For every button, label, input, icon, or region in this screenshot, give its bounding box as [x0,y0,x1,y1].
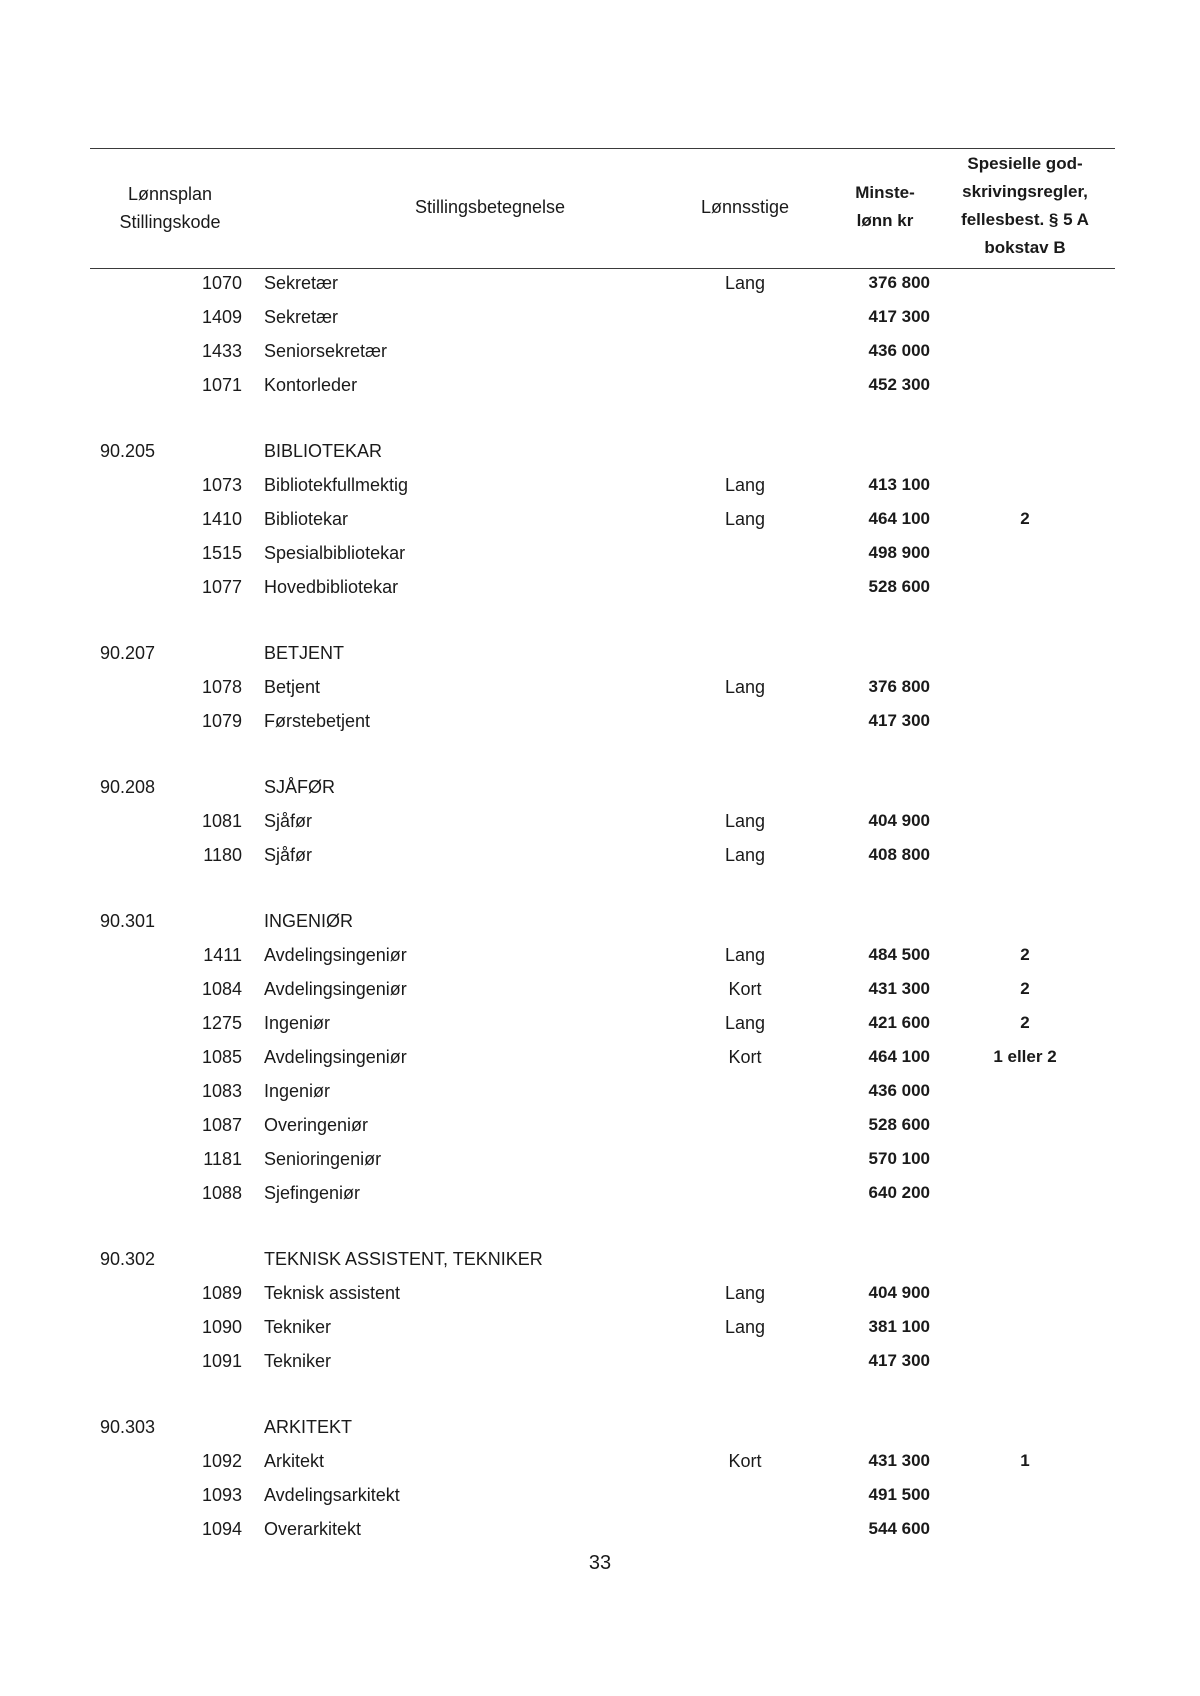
minstelonn-cell: 404 900 [868,811,930,830]
group-header [0,436,1200,470]
stillingskode-cell: 1275 [201,1013,242,1033]
stillingsbetegnelse-cell: Tekniker [264,1351,332,1371]
minstelonn-cell: 408 800 [868,845,930,864]
header-top-rule [90,148,1115,149]
table-row [0,336,1200,370]
minstelonn-cell: 431 300 [868,1451,930,1470]
header-spes-line3: fellesbest. § 5 A [961,210,1089,229]
lonnsstige-cell: Kort [728,1047,762,1067]
stillingsbetegnelse-cell: Ingeniør [264,1013,331,1033]
spesielle-regler-cell: 2 [1020,509,1030,528]
stillingsbetegnelse-cell: Overarkitekt [264,1519,362,1539]
header-minstelonn [830,179,940,235]
table-row [0,672,1200,706]
header-spesielle-regler [940,150,1110,262]
stillingsbetegnelse-cell: Avdelingsarkitekt [264,1485,400,1505]
minstelonn-cell: 436 000 [868,341,930,360]
minstelonn-cell: 498 900 [868,543,930,562]
stillingsbetegnelse-cell: Sekretær [264,307,339,327]
stillingskode-cell: 1084 [201,979,242,999]
stillingsbetegnelse-cell: Sjåfør [264,811,313,831]
minstelonn-cell: 381 100 [868,1317,930,1336]
minstelonn-cell: 436 000 [868,1081,930,1100]
stillingskode-cell: 1093 [201,1485,242,1505]
stillingskode-cell: 1070 [201,273,242,293]
minstelonn-cell: 528 600 [868,577,930,596]
group-title: BIBLIOTEKAR [264,441,383,461]
table-row [0,370,1200,404]
group-title: BETJENT [264,643,345,663]
minstelonn-cell: 404 900 [868,1283,930,1302]
header-spes-line1: Spesielle god- [967,154,1083,173]
minstelonn-cell: 570 100 [868,1149,930,1168]
group-title: INGENIØR [264,911,354,931]
stillingskode-cell: 1081 [201,811,242,831]
minstelonn-cell: 413 100 [868,475,930,494]
minstelonn-cell: 417 300 [868,711,930,730]
page-number: 33 [588,1552,612,1574]
stillingskode-cell: 1094 [201,1519,242,1539]
table-row [0,1178,1200,1212]
stillingsbetegnelse-cell: Betjent [264,677,321,697]
spesielle-regler-cell: 2 [1020,979,1030,998]
table-row [0,572,1200,606]
table-row [0,470,1200,504]
stillingsbetegnelse-cell: Arkitekt [264,1451,325,1471]
table-row [0,1346,1200,1380]
stillingskode-cell: 1180 [203,845,242,865]
header-lonnsstige: Lønnsstige [700,197,790,217]
lonnsstige-cell: Kort [728,979,762,999]
lonnsstige-cell: Lang [724,1013,766,1033]
stillingskode-cell: 1089 [201,1283,242,1303]
group-header [0,772,1200,806]
stillingsbetegnelse-cell: Sjefingeniør [264,1183,361,1203]
stillingskode-cell: 1073 [201,475,242,495]
lonnsstige-cell: Lang [724,509,766,529]
spesielle-regler-cell: 1 [1020,1451,1030,1470]
lonnsstige-cell: Lang [724,475,766,495]
header-spes-line2: skrivingsregler, [962,182,1088,201]
minstelonn-cell: 417 300 [868,307,930,326]
table-row [0,1008,1200,1042]
lonnsstige-cell: Lang [724,1283,766,1303]
stillingskode-cell: 1092 [201,1451,242,1471]
minstelonn-cell: 421 600 [868,1013,930,1032]
stillingskode-cell: 1087 [201,1115,242,1135]
table-row [0,538,1200,572]
stillingskode-cell: 1181 [203,1149,242,1169]
group-lonnsplan-number: 90.302 [100,1249,156,1269]
stillingskode-cell: 1515 [201,543,242,563]
minstelonn-cell: 376 800 [868,677,930,696]
minstelonn-cell: 544 600 [868,1519,930,1538]
header-stillingsbetegnelse: Stillingsbetegnelse [414,197,566,217]
stillingsbetegnelse-cell: Avdelingsingeniør [264,945,407,965]
lonnsstige-cell: Lang [724,273,766,293]
minstelonn-cell: 640 200 [868,1183,930,1202]
table-row [0,706,1200,740]
lonnsstige-cell: Lang [724,811,766,831]
minstelonn-cell: 417 300 [868,1351,930,1370]
group-title: SJÅFØR [264,777,336,797]
group-lonnsplan-number: 90.205 [100,441,156,461]
minstelonn-cell: 484 500 [868,945,930,964]
table-row [0,806,1200,840]
stillingsbetegnelse-cell: Senioringeniør [264,1149,382,1169]
table-row [0,504,1200,538]
group-title: ARKITEKT [264,1417,353,1437]
table-row [0,1110,1200,1144]
header-minste-line1: Minste- [855,183,915,202]
stillingsbetegnelse-cell: Sekretær [264,273,339,293]
header-minste-line2: lønn kr [856,211,914,230]
minstelonn-cell: 464 100 [868,509,930,528]
minstelonn-cell: 491 500 [868,1485,930,1504]
minstelonn-cell: 431 300 [868,979,930,998]
header-lonnsplan [100,180,240,236]
lonnsstige-cell: Lang [724,845,766,865]
minstelonn-cell: 464 100 [868,1047,930,1066]
stillingskode-cell: 1410 [201,509,242,529]
stillingsbetegnelse-cell: Seniorsekretær [264,341,388,361]
stillingsbetegnelse-cell: Avdelingsingeniør [264,1047,407,1067]
minstelonn-cell: 376 800 [868,273,930,292]
lonnsstige-cell: Lang [724,1317,766,1337]
stillingsbetegnelse-cell: Førstebetjent [264,711,371,731]
table-row [0,974,1200,1008]
stillingsbetegnelse-cell: Overingeniør [264,1115,369,1135]
header-kode-label: Stillingskode [119,212,221,232]
stillingskode-cell: 1077 [201,577,242,597]
stillingskode-cell: 1411 [203,945,242,965]
table-row [0,840,1200,874]
group-header [0,906,1200,940]
stillingskode-cell: 1079 [201,711,242,731]
table-row [0,1076,1200,1110]
stillingskode-cell: 1091 [201,1351,242,1371]
header-plan-label: Lønnsplan [127,184,213,204]
stillingsbetegnelse-cell: Hovedbibliotekar [264,577,399,597]
group-lonnsplan-number: 90.303 [100,1417,156,1437]
stillingsbetegnelse-cell: Kontorleder [264,375,358,395]
table-row [0,1446,1200,1480]
stillingskode-cell: 1071 [201,375,242,395]
table-row [0,1514,1200,1548]
stillingsbetegnelse-cell: Bibliotekfullmektig [264,475,409,495]
spesielle-regler-cell: 2 [1020,945,1030,964]
group-header [0,1412,1200,1446]
stillingsbetegnelse-cell: Sjåfør [264,845,313,865]
stillingskode-cell: 1433 [201,341,242,361]
lonnsstige-cell: Lang [724,677,766,697]
stillingsbetegnelse-cell: Bibliotekar [264,509,349,529]
group-lonnsplan-number: 90.207 [100,643,156,663]
spesielle-regler-cell: 2 [1020,1013,1030,1032]
table-row [0,268,1200,302]
group-lonnsplan-number: 90.301 [100,911,156,931]
group-header [0,1244,1200,1278]
stillingskode-cell: 1085 [201,1047,242,1067]
table-row [0,1278,1200,1312]
group-lonnsplan-number: 90.208 [100,777,156,797]
stillingskode-cell: 1409 [201,307,242,327]
stillingsbetegnelse-cell: Avdelingsingeniør [264,979,407,999]
stillingskode-cell: 1078 [201,677,242,697]
stillingskode-cell: 1088 [201,1183,242,1203]
table-row [0,1042,1200,1076]
stillingsbetegnelse-cell: Ingeniør [264,1081,331,1101]
table-row [0,1480,1200,1514]
group-title: TEKNISK ASSISTENT, TEKNIKER [264,1249,543,1269]
stillingskode-cell: 1083 [201,1081,242,1101]
table-row [0,940,1200,974]
stillingsbetegnelse-cell: Tekniker [264,1317,332,1337]
spesielle-regler-cell: 1 eller 2 [993,1047,1057,1066]
table-row [0,1144,1200,1178]
table-row [0,302,1200,336]
lonnsstige-cell: Lang [724,945,766,965]
table-row [0,1312,1200,1346]
lonnsstige-cell: Kort [728,1451,762,1471]
header-spes-line4: bokstav B [984,238,1066,257]
minstelonn-cell: 528 600 [868,1115,930,1134]
stillingskode-cell: 1090 [201,1317,242,1337]
stillingsbetegnelse-cell: Spesialbibliotekar [264,543,406,563]
group-header [0,638,1200,672]
stillingsbetegnelse-cell: Teknisk assistent [264,1283,401,1303]
minstelonn-cell: 452 300 [868,375,930,394]
